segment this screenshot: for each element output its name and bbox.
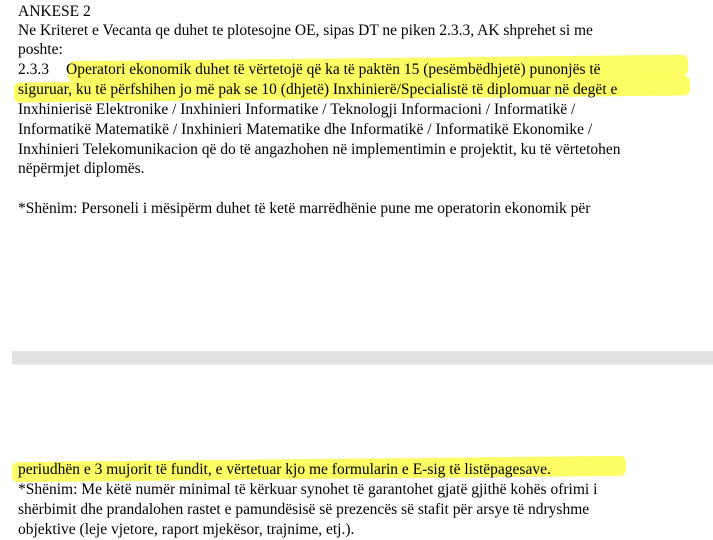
page-break-edge [12,364,713,365]
clause-line-4: Informatikë Matematikë / Inxhinieri Matematike dhe Informatikë / Informatikë Ekonomike / [18,121,593,138]
note-2-line-1: *Shënim: Me këtë numër minimal të kërkuar synohet të garantohet gjatë gjithë kohës ofrimi i [18,481,598,498]
note-2-line-2: shërbimit dhe prandalohen rastet e pamundësisë së prezencës së stafit për arsye të ndryshme [18,501,590,518]
intro-line-1: Ne Kriteret e Vecanta qe duhet te plotesojne OE, sipas DT ne piken 2.3.3, AK shprehet si me [18,22,593,39]
note-1: *Shënim: Personeli i mësipërm duhet të ketë marrëdhënie pune me operatorin ekonomik për [18,200,591,217]
continuation-line: periudhën e 3 mujorit të fundit, e vërtetuar kjo me formularin e E-sig të listëpagesave. [18,461,551,478]
page-break-band [12,351,713,364]
intro-line-2: poshte: [18,41,63,58]
clause-line-3: Inxhinierisë Elektronike / Inxhinieri Informatike / Teknologji Informacioni / Informatikë / [18,101,576,118]
clause-number: 2.3.3 [18,61,49,78]
clause-line-6: nëpërmjet diplomës. [18,160,145,177]
document-heading: ANKESE 2 [18,3,91,20]
clause-line-5: Inxhinieri Telekomunikacion që do të angazhohen në implementimin e projektit, ku të vërtetohen [18,141,621,158]
clause-line-1 [18,60,601,80]
clause-line-2: siguruar, ku të përfshihen jo më pak se 10 (dhjetë) Inxhinierë/Specialistë të diplomuar në degët e [18,81,618,98]
note-2-line-3: objektive (leje vjetore, raport mjekësor, trajnime, etj.). [18,521,355,538]
clause-text-1: Operatori ekonomik duhet të vërtetojë që ka të paktën 15 (pesëmbëdhjetë) punonjës të [66,61,601,78]
